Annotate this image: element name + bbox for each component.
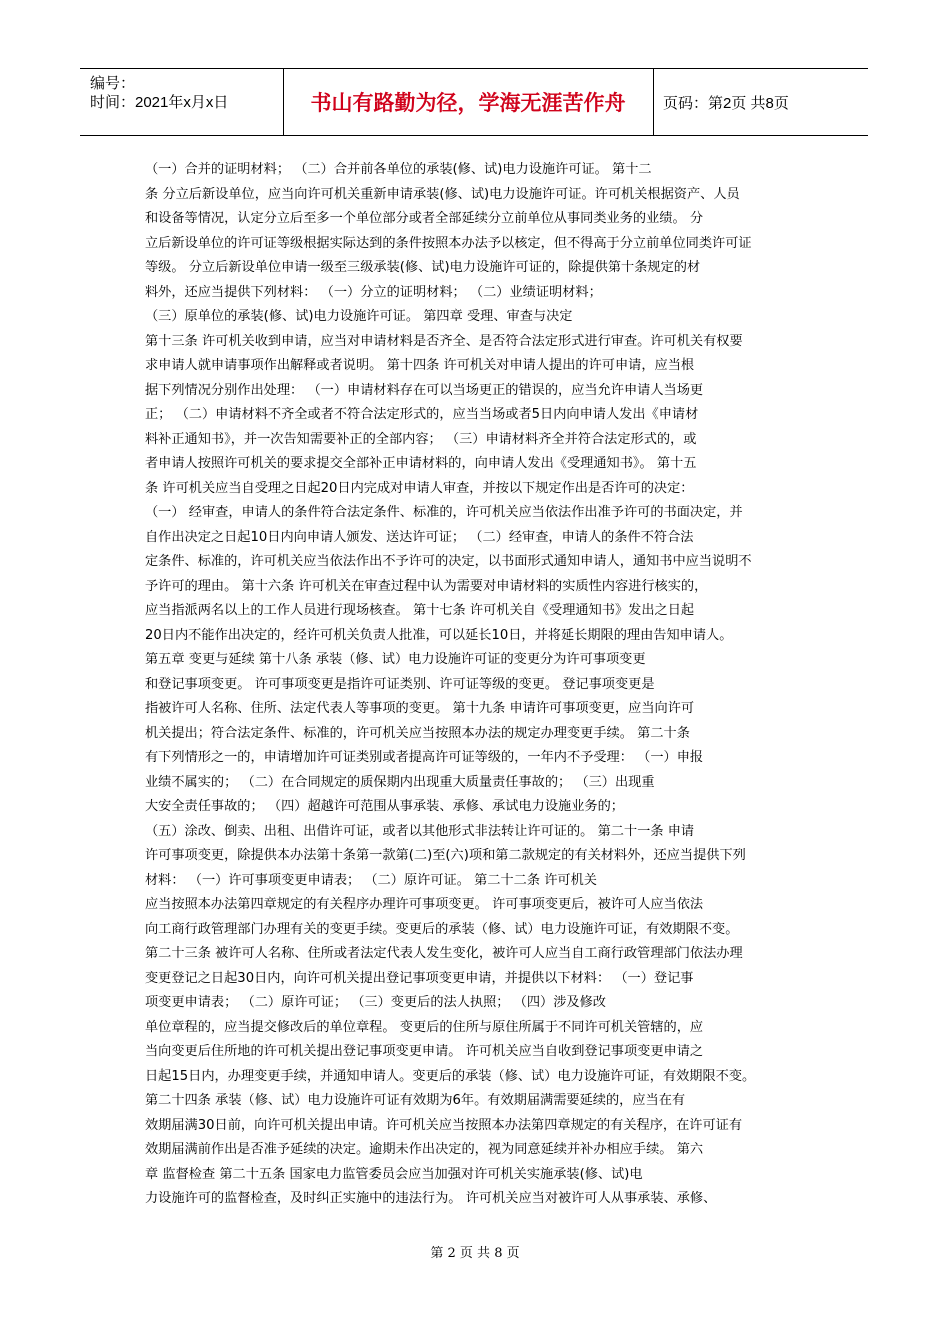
body-text-line: 许可事项变更，除提供本办法第十条第一款第(二)至(六)项和第二款规定的有关材料外，还应当提供下列 — [145, 848, 746, 863]
body-text-line: 20日内不能作出决定的，经许可机关负责人批准，可以延长10日，并将延长期限的理由告知申请人。 — [145, 627, 733, 643]
page-footer: 第 2 页 共 8 页 — [430, 1246, 520, 1261]
body-text-line: 有下列情形之一的，申请增加许可证类别或者提高许可证等级的，一年内不予受理： （一）申报 — [145, 750, 704, 765]
body-text-line: 自作出决定之日起10日内向申请人颁发、送达许可证； （二）经审查，申请人的条件不符合法 — [145, 529, 694, 545]
body-text-line: 定条件、标准的，许可机关应当依法作出不予许可的决定，以书面形式通知申请人，通知书中应当说明不 — [145, 554, 752, 569]
body-text-line: （一） 经审查，申请人的条件符合法定条件、标准的，许可机关应当依法作出准予许可的书面决定，并 — [145, 505, 743, 520]
body-text-line: 料补正通知书》，并一次告知需要补正的全部内容； （三）申请材料齐全并符合法定形式的，或 — [145, 431, 697, 447]
body-text-line: 大安全责任事故的； （四）超越许可范围从事承装、承修、承试电力设施业务的； — [145, 799, 624, 814]
body-text-line: 日起15日内，办理变更手续，并通知申请人。变更后的承装（修、试）电力设施许可证，有效期限不变。 — [145, 1068, 756, 1084]
page-header — [80, 68, 868, 136]
body-text-line: 第十三条 许可机关收到申请，应当对申请材料是否齐全、是否符合法定形式进行审查。许可机关有权要 — [145, 333, 743, 349]
body-text-line: 指被许可人名称、住所、法定代表人等事项的变更。 第十九条 申请许可事项变更，应当向许可 — [145, 701, 695, 716]
body-text-line: 章 监督检查 第二十五条 国家电力监管委员会应当加强对许可机关实施承装(修、试)电 — [145, 1166, 643, 1182]
document-number-label: 编号： — [90, 75, 136, 92]
body-text-line: 业绩不属实的； （二）在合同规定的质保期内出现重大质量责任事故的； （三）出现重 — [145, 774, 655, 790]
body-text-line: （五）涂改、倒卖、出租、出借许可证，或者以其他形式非法转让许可证的。 第二十一条 申请 — [145, 823, 695, 839]
body-text-line: 和设备等情况，认定分立后至多一个单位部分或者全部延续分立前单位从事同类业务的业绩。 分 — [145, 211, 704, 226]
body-text-line: 机关提出；符合法定条件、标准的，许可机关应当按照本办法的规定办理变更手续。 第二十条 — [145, 725, 690, 741]
body-text-line: 者申请人按照许可机关的要求提交全部补正申请材料的，向申请人发出《受理通知书》。 第十五 — [145, 456, 697, 471]
body-text-line: （一）合并的证明材料； （二）合并前各单位的承装(修、试)电力设施许可证。 第十二 — [145, 162, 652, 177]
header-page-number: 页码：第2页 共8页 — [663, 95, 789, 112]
body-text-line: 材料： （一）许可事项变更申请表； （二）原许可证。 第二十二条 许可机关 — [145, 872, 597, 888]
document-date-label: 时间：2021年x月x日 — [90, 94, 229, 111]
header-motto-cell — [283, 69, 654, 135]
body-text-line: 变更登记之日起30日内，向许可机关提出登记事项变更申请，并提供以下材料： （一）登记事 — [145, 970, 694, 986]
body-text-line: 项变更申请表； （二）原许可证； （三）变更后的法人执照； （四）涉及修改 — [145, 995, 606, 1010]
body-text-line: 向工商行政管理部门办理有关的变更手续。变更后的承装（修、试）电力设施许可证，有效期限不变。 — [145, 921, 739, 937]
body-text-line: 条 分立后新设单位，应当向许可机关重新申请承装(修、试)电力设施许可证。许可机关根据资产、人员 — [145, 186, 740, 202]
document-body — [145, 158, 807, 1212]
body-text-line: 条 许可机关应当自受理之日起20日内完成对申请人审查，并按以下规定作出是否许可的决定： — [145, 480, 694, 496]
body-text-line: 求申请人就申请事项作出解释或者说明。 第十四条 许可机关对申请人提出的许可申请，应当根 — [145, 358, 695, 373]
body-text-line: 单位章程的，应当提交修改后的单位章程。 变更后的住所与原住所属于不同许可机关管辖的，应 — [145, 1019, 704, 1035]
body-text-line: 效期届满30日前，向许可机关提出申请。许可机关应当按照本办法第四章规定的有关程序，在许可证有 — [145, 1117, 743, 1133]
body-text-line: 当向变更后住所地的许可机关提出登记事项变更申请。 许可机关应当自收到登记事项变更申请之 — [145, 1044, 704, 1059]
header-motto: 书山有路勤为径，学海无涯苦作舟 — [310, 91, 626, 115]
body-text-line: 力设施许可的监督检查，及时纠正实施中的违法行为。 许可机关应当对被许可人从事承装、承修、 — [145, 1191, 717, 1206]
body-text-line: 予许可的理由。 第十六条 许可机关在审查过程中认为需要对申请材料的实质性内容进行核实的， — [145, 578, 708, 594]
body-text-line: 正； （二）申请材料不齐全或者不符合法定形式的，应当当场或者5日内向申请人发出《申请材 — [145, 407, 699, 422]
body-text-line: （三）原单位的承装(修、试)电力设施许可证。 第四章 受理、审查与决定 — [145, 309, 573, 324]
body-text-line: 等级。 分立后新设单位申请一级至三级承装(修、试)电力设施许可证的，除提供第十条规定的材 — [145, 260, 701, 275]
body-text-line: 第五章 变更与延续 第十八条 承装（修、试）电力设施许可证的变更分为许可事项变更 — [145, 652, 646, 667]
body-text-line: 效期届满前作出是否准予延续的决定。逾期未作出决定的，视为同意延续并补办相应手续。 第六 — [145, 1142, 704, 1157]
body-text-line: 料外，还应当提供下列材料： （一）分立的证明材料； （二）业绩证明材料； — [145, 284, 602, 300]
body-text-line: 据下列情况分别作出处理： （一）申请材料存在可以当场更正的错误的，应当允许申请人当场更 — [145, 382, 704, 398]
body-text-line: 第二十四条 承装（修、试）电力设施许可证有效期为6年。有效期届满需要延续的，应当在有 — [145, 1093, 686, 1108]
body-text-line: 应当按照本办法第四章规定的有关程序办理许可事项变更。 许可事项变更后，被许可人应当依法 — [145, 897, 704, 912]
header-info-cell — [80, 69, 284, 135]
body-text-line: 应当指派两名以上的工作人员进行现场核查。 第十七条 许可机关自《受理通知书》发出之日起 — [145, 603, 695, 618]
body-text-line: 第二十三条 被许可人名称、住所或者法定代表人发生变化，被许可人应当自工商行政管理部门依法办理 — [145, 946, 743, 961]
header-page-cell — [653, 69, 868, 135]
body-text-line: 和登记事项变更。 许可事项变更是指许可证类别、许可证等级的变更。 登记事项变更是 — [145, 676, 655, 692]
body-text-line: 立后新设单位的许可证等级根据实际达到的条件按照本办法予以核定，但不得高于分立前单位同类许可证 — [145, 235, 752, 251]
